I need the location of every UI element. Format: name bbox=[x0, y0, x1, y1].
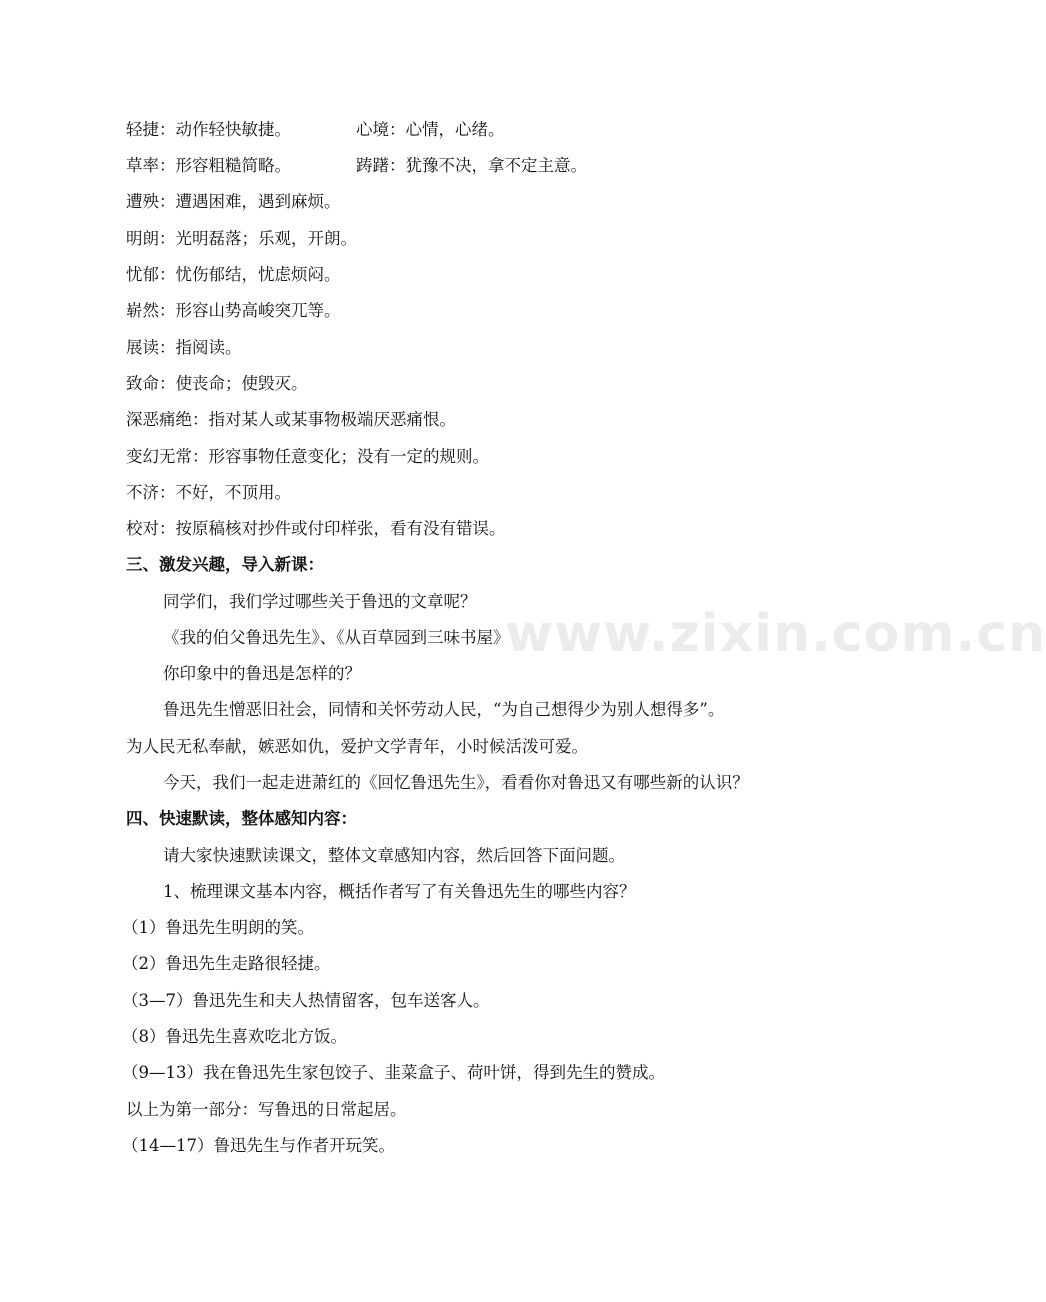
list-item: （14—17）鲁迅先生与作者开玩笑。 bbox=[122, 1136, 395, 1155]
vocab-line: 展读：指阅读。 bbox=[126, 338, 242, 357]
vocab-line: 变幻无常：形容事物任意变化；没有一定的规则。 bbox=[126, 447, 489, 466]
vocab-term: 踌躇：犹豫不决，拿不定主意。 bbox=[356, 156, 587, 175]
paragraph: 今天，我们一起走进萧红的《回忆鲁迅先生》，看看你对鲁迅又有哪些新的认识？ bbox=[163, 773, 749, 792]
paragraph: 请大家快速默读课文，整体文章感知内容，然后回答下面问题。 bbox=[163, 846, 625, 865]
watermark: www.zixin.com.cn bbox=[505, 604, 1046, 664]
vocab-line: 不济：不好，不顶用。 bbox=[126, 483, 291, 502]
vocab-term: 轻捷：动作轻快敏捷。 bbox=[126, 120, 291, 139]
vocab-line bbox=[126, 119, 505, 141]
vocab-line: 明朗：光明磊落；乐观，开朗。 bbox=[126, 229, 357, 248]
vocab-line: 深恶痛绝：指对某人或某事物极端厌恶痛恨。 bbox=[126, 410, 456, 429]
vocab-line: 校对：按原稿核对抄件或付印样张，看有没有错误。 bbox=[126, 519, 506, 538]
paragraph: 《我的伯父鲁迅先生》、《从百草园到三味书屋》 bbox=[163, 628, 510, 647]
vocab-line: 遭殃：遭遇困难，遇到麻烦。 bbox=[126, 192, 341, 211]
section-heading: 三、激发兴趣，导入新课： bbox=[126, 555, 324, 574]
vocab-line: 忧郁：忧伤郁结，忧虑烦闷。 bbox=[126, 265, 341, 284]
list-item: （1）鲁迅先生明朗的笑。 bbox=[122, 918, 314, 937]
list-item: （3—7）鲁迅先生和夫人热情留客，包车送客人。 bbox=[122, 991, 490, 1010]
vocab-line bbox=[126, 155, 587, 177]
vocab-line: 崭然：形容山势高峻突兀等。 bbox=[126, 301, 341, 320]
list-item: （8）鲁迅先生喜欢吃北方饭。 bbox=[122, 1027, 347, 1046]
paragraph: 鲁迅先生憎恶旧社会，同情和关怀劳动人民，“为自己想得少为别人想得多”。 bbox=[163, 700, 725, 719]
paragraph: 你印象中的鲁迅是怎样的？ bbox=[163, 664, 361, 683]
list-item: （9—13）我在鲁迅先生家包饺子、韭菜盒子、荷叶饼，得到先生的赞成。 bbox=[122, 1063, 665, 1082]
vocab-line: 致命：使丧命；使毁灭。 bbox=[126, 374, 308, 393]
section-heading: 四、快速默读，整体感知内容： bbox=[126, 809, 357, 828]
list-item: （2）鲁迅先生走路很轻捷。 bbox=[122, 954, 331, 973]
vocab-term: 草率：形容粗糙简略。 bbox=[126, 156, 291, 175]
vocab-term: 心境：心情，心绪。 bbox=[356, 120, 505, 139]
paragraph: 以上为第一部分：写鲁迅的日常起居。 bbox=[126, 1100, 407, 1119]
paragraph: 为人民无私奉献，嫉恶如仇，爱护文学青年，小时候活泼可爱。 bbox=[126, 737, 588, 756]
paragraph: 同学们，我们学过哪些关于鲁迅的文章呢？ bbox=[163, 592, 477, 611]
paragraph: 1、梳理课文基本内容，概括作者写了有关鲁迅先生的哪些内容？ bbox=[163, 882, 636, 901]
